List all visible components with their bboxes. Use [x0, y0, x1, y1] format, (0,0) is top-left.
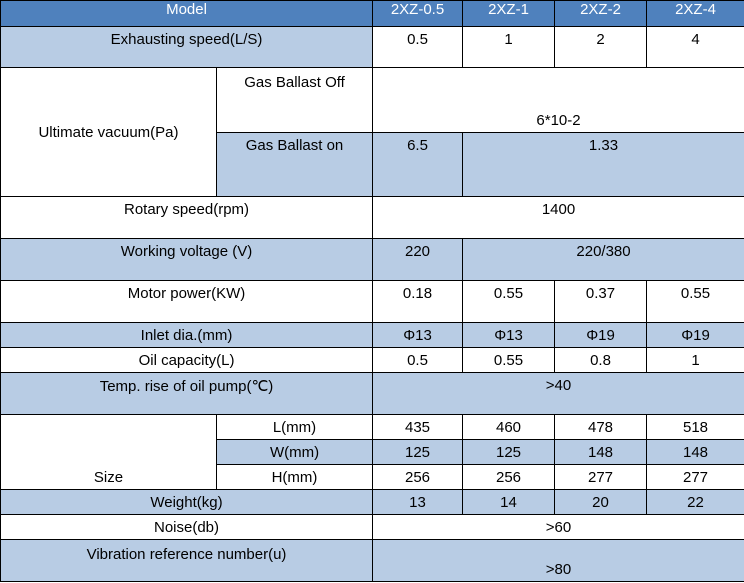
value-cell: 125	[463, 440, 555, 465]
row-label: Working voltage (V)	[1, 239, 373, 281]
value-cell: 220/380	[463, 239, 744, 281]
value-cell: 20	[555, 490, 647, 515]
value-cell: 0.55	[463, 348, 555, 373]
value-cell: Φ19	[647, 323, 744, 348]
oil-capacity-row	[1, 348, 744, 373]
size-w-label: W(mm)	[217, 440, 373, 465]
value-cell: 0.55	[463, 281, 555, 323]
value-cell: 0.37	[555, 281, 647, 323]
ultimate-vacuum-label: Ultimate vacuum(Pa)	[1, 68, 217, 197]
row-label: Temp. rise of oil pump(℃)	[1, 373, 373, 415]
row-label: Rotary speed(rpm)	[1, 197, 373, 239]
value-cell: 13	[373, 490, 463, 515]
row-label: Exhausting speed(L/S)	[1, 27, 373, 68]
value-cell: 277	[555, 465, 647, 490]
row-label: Weight(kg)	[1, 490, 373, 515]
gas-ballast-on-value-rest: 1.33	[463, 133, 744, 197]
model-col-3: 2XZ-2	[555, 1, 647, 27]
value-cell: >40	[373, 373, 744, 415]
value-cell: 435	[373, 415, 463, 440]
gas-ballast-on-label: Gas Ballast on	[217, 133, 373, 197]
value-cell: 0.18	[373, 281, 463, 323]
value-cell: 148	[647, 440, 744, 465]
value-cell: Φ13	[373, 323, 463, 348]
value-cell: 125	[373, 440, 463, 465]
value-cell: Φ19	[555, 323, 647, 348]
value-cell: 256	[463, 465, 555, 490]
motor-power-row	[1, 281, 744, 323]
value-cell: Φ13	[463, 323, 555, 348]
value-cell: 0.55	[647, 281, 744, 323]
value-cell: 0.8	[555, 348, 647, 373]
model-col-2: 2XZ-1	[463, 1, 555, 27]
gas-ballast-off-value: 6*10-2	[373, 68, 744, 133]
value-cell: 1400	[373, 197, 744, 239]
value-cell: 460	[463, 415, 555, 440]
inlet-dia-row	[1, 323, 744, 348]
value-cell: 0.5	[373, 27, 463, 68]
size-label: Size	[1, 415, 217, 490]
value-cell: >60	[373, 515, 744, 540]
row-label: Noise(db)	[1, 515, 373, 540]
vibration-row	[1, 540, 744, 582]
value-cell: 22	[647, 490, 744, 515]
value-cell: 4	[647, 27, 744, 68]
row-label: Oil capacity(L)	[1, 348, 373, 373]
value-cell: 220	[373, 239, 463, 281]
value-cell: 1	[647, 348, 744, 373]
value-cell: 518	[647, 415, 744, 440]
size-l-row	[1, 415, 744, 440]
model-col-4: 2XZ-4	[647, 1, 744, 27]
value-cell: 2	[555, 27, 647, 68]
value-cell: 277	[647, 465, 744, 490]
size-h-label: H(mm)	[217, 465, 373, 490]
model-col-1: 2XZ-0.5	[373, 1, 463, 27]
working-voltage-row	[1, 239, 744, 281]
value-cell: 0.5	[373, 348, 463, 373]
gas-ballast-on-value-first: 6.5	[373, 133, 463, 197]
temp-rise-row	[1, 373, 744, 415]
noise-row	[1, 515, 744, 540]
header-row	[1, 1, 744, 27]
value-cell: 478	[555, 415, 647, 440]
rotary-speed-row	[1, 197, 744, 239]
value-cell: 1	[463, 27, 555, 68]
exhausting-speed-row	[1, 27, 744, 68]
size-l-label: L(mm)	[217, 415, 373, 440]
model-header: Model	[1, 1, 373, 27]
row-label: Inlet dia.(mm)	[1, 323, 373, 348]
gas-ballast-off-label: Gas Ballast Off	[217, 68, 373, 133]
value-cell: 256	[373, 465, 463, 490]
value-cell: >80	[373, 540, 744, 582]
weight-row	[1, 490, 744, 515]
row-label: Vibration reference number(u)	[1, 540, 373, 582]
vacuum-off-row	[1, 68, 744, 133]
value-cell: 148	[555, 440, 647, 465]
value-cell: 14	[463, 490, 555, 515]
row-label: Motor power(KW)	[1, 281, 373, 323]
